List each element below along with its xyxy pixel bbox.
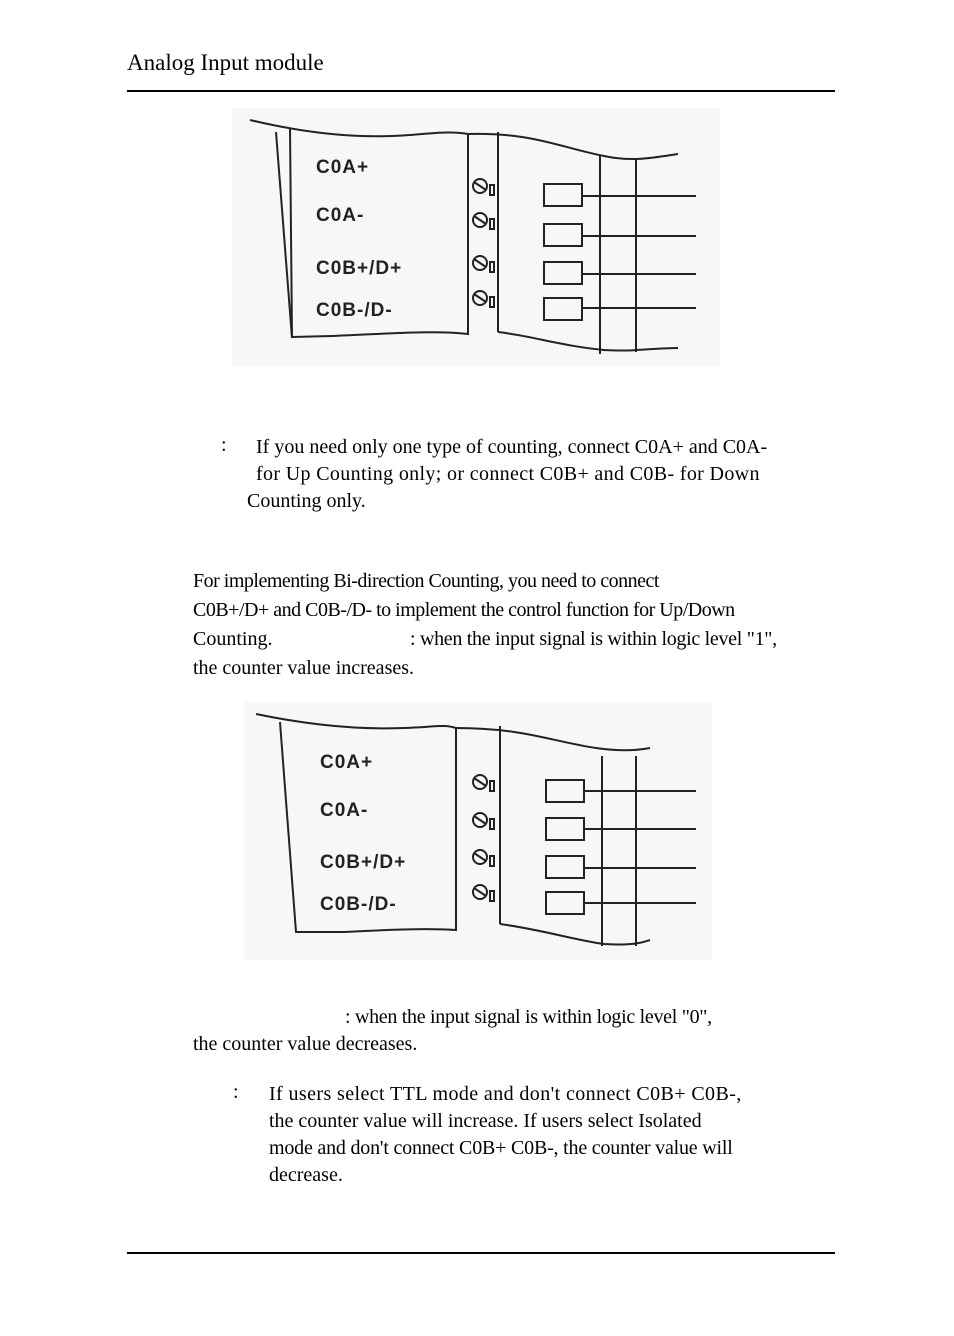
bidir-line4: the counter value increases.: [193, 657, 415, 679]
bidir-line1: For implementing Bi-direction Counting, you need to connect: [193, 570, 659, 592]
bidir-line3-end: : when the input signal is within logic level "1",: [410, 628, 777, 650]
note1-line1: If you need only one type of counting, connect C0A+ and C0A-: [256, 436, 768, 458]
note2-line1: If users select TTL mode and don't connect C0B+ C0B-,: [269, 1083, 742, 1105]
note2-line2: the counter value will increase. If users select Isolated: [269, 1110, 702, 1132]
note2-line4: decrease.: [269, 1164, 343, 1186]
label-c0a-plus-2: C0A+: [320, 752, 374, 773]
label-c0b-plus-2: C0B+/D+: [320, 852, 407, 873]
footer-rule: [127, 1252, 835, 1254]
bidir-line3-start: Counting.: [193, 628, 273, 650]
label-c0a-plus: C0A+: [316, 157, 370, 178]
page-header-title: Analog Input module: [127, 50, 324, 75]
label-c0b-minus: C0B-/D-: [316, 300, 393, 321]
wiring-diagram-up-counting: [232, 108, 720, 366]
bidir-line2: C0B+/D+ and C0B-/D- to implement the control function for Up/Down: [193, 599, 735, 621]
down-line2: the counter value decreases.: [193, 1033, 418, 1055]
note2-colon: :: [233, 1081, 239, 1103]
label-c0a-minus-2: C0A-: [320, 800, 369, 821]
note1-line2: for Up Counting only; or connect C0B+ and C0B- for Down: [256, 463, 760, 485]
label-c0b-plus: C0B+/D+: [316, 258, 403, 279]
label-c0a-minus: C0A-: [316, 205, 365, 226]
label-c0b-minus-2: C0B-/D-: [320, 894, 397, 915]
down-line1: : when the input signal is within logic level "0",: [345, 1006, 712, 1028]
note2-line3: mode and don't connect C0B+ C0B-, the counter value will: [269, 1137, 733, 1159]
note1-colon: :: [221, 434, 227, 456]
wiring-diagram-bidirection: [244, 702, 712, 960]
header-rule: [127, 90, 835, 92]
note1-line3: Counting only.: [247, 490, 366, 512]
